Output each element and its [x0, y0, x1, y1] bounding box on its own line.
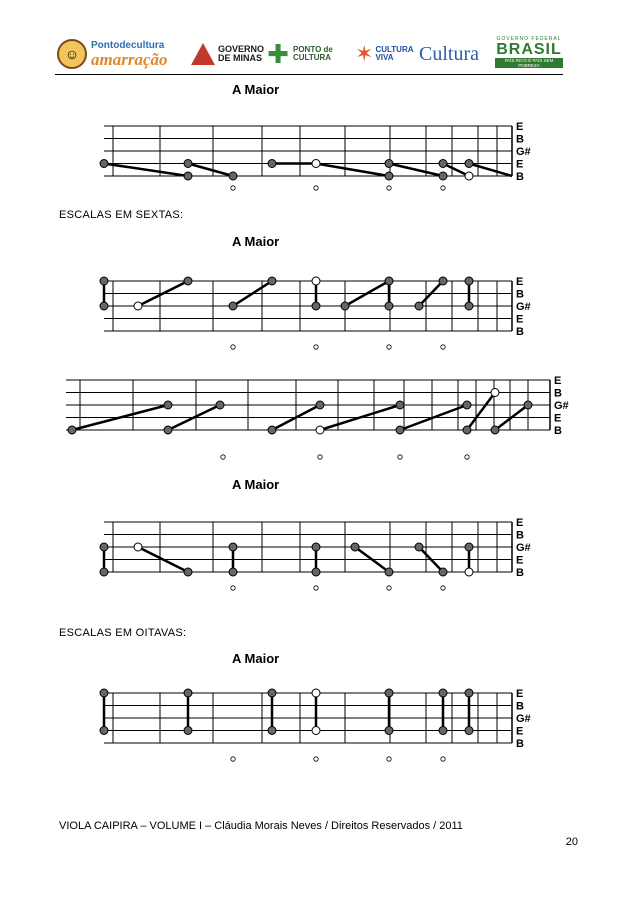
- logo-text: GOVERNO FEDERAL: [496, 36, 562, 42]
- note-dot: [312, 302, 320, 310]
- string-label: B: [554, 387, 562, 400]
- fret-marker-dot: [314, 186, 318, 190]
- diagram-title: A Maior: [232, 234, 280, 249]
- note-dot: [184, 172, 192, 180]
- note-dot: [184, 160, 192, 168]
- fret-marker-dot: [314, 757, 318, 761]
- note-dot: [216, 401, 224, 409]
- note-dot: [465, 302, 473, 310]
- fret-marker-dot: [387, 186, 391, 190]
- footer-text: VIOLA CAIPIRA – VOLUME I – Cláudia Morais Neves / Direitos Reservados / 2011: [59, 820, 463, 832]
- tonic-note-dot: [312, 160, 320, 168]
- fret-marker-dot: [387, 345, 391, 349]
- note-dot: [385, 727, 393, 735]
- fret-marker-dot: [465, 455, 469, 459]
- note-dot: [439, 568, 447, 576]
- string-label: G#: [516, 542, 531, 554]
- note-dot: [229, 543, 237, 551]
- logo-text: Pontodecultura: [91, 39, 165, 51]
- note-dot: [524, 401, 532, 409]
- logo-text: Cultura: [419, 42, 479, 65]
- note-dot: [385, 302, 393, 310]
- note-dot: [100, 689, 108, 697]
- fret-marker-dot: [221, 455, 225, 459]
- string-label: G#: [554, 400, 569, 412]
- note-dot: [100, 277, 108, 285]
- tonic-note-dot: [312, 277, 320, 285]
- note-dot: [385, 172, 393, 180]
- string-label: G#: [516, 146, 531, 158]
- section-label-sextas: ESCALAS EM SEXTAS:: [59, 209, 184, 221]
- note-dot: [312, 543, 320, 551]
- note-dot: [268, 727, 276, 735]
- string-label: E: [516, 725, 524, 738]
- fret-marker-dot: [231, 757, 235, 761]
- note-dot: [439, 172, 447, 180]
- logo-text: BRASIL: [496, 41, 562, 58]
- fret-marker-dot: [441, 345, 445, 349]
- note-dot: [268, 426, 276, 434]
- note-dot: [268, 160, 276, 168]
- tonic-note-dot: [312, 727, 320, 735]
- note-dot: [184, 277, 192, 285]
- note-dot: [415, 543, 423, 551]
- string-label: B: [516, 171, 524, 183]
- note-dot: [184, 727, 192, 735]
- fret-marker-dot: [387, 586, 391, 590]
- note-dot: [439, 727, 447, 735]
- fret-marker-dot: [231, 186, 235, 190]
- note-dot: [100, 160, 108, 168]
- diagram-title: A Maior: [232, 82, 280, 97]
- logo-text: DE MINAS: [218, 53, 263, 63]
- fret-marker-dot: [398, 455, 402, 459]
- note-dot: [100, 568, 108, 576]
- string-label: E: [554, 375, 562, 387]
- note-dot: [385, 568, 393, 576]
- note-dot: [465, 277, 473, 285]
- logo-text: GOVERNO: [218, 43, 265, 54]
- note-dot: [100, 543, 108, 551]
- tonic-note-dot: [465, 568, 473, 576]
- child-face-icon: ☺: [57, 39, 87, 69]
- string-label: G#: [516, 713, 531, 725]
- plus-icon: ✚: [267, 38, 289, 69]
- note-dot: [465, 689, 473, 697]
- string-label: G#: [516, 301, 531, 313]
- note-dot: [465, 160, 473, 168]
- note-dot: [229, 302, 237, 310]
- note-dot: [396, 426, 404, 434]
- note-dot: [184, 689, 192, 697]
- note-dot: [100, 727, 108, 735]
- tonic-note-dot: [134, 543, 142, 551]
- note-dot: [465, 727, 473, 735]
- star-icon: ✶: [355, 41, 374, 66]
- interval-connector: [188, 164, 233, 177]
- interval-connector: [316, 164, 389, 177]
- note-dot: [184, 568, 192, 576]
- string-label: B: [516, 288, 524, 301]
- fret-marker-dot: [231, 345, 235, 349]
- logo-text: PAÍS RICO É PAÍS SEM POBREZA: [495, 58, 563, 68]
- fret-marker-dot: [314, 345, 318, 349]
- note-dot: [385, 689, 393, 697]
- fret-marker-dot: [441, 586, 445, 590]
- note-dot: [164, 426, 172, 434]
- diagram-title: A Maior: [232, 477, 280, 492]
- string-label: B: [516, 529, 524, 542]
- string-label: B: [516, 738, 524, 750]
- note-dot: [463, 401, 471, 409]
- note-dot: [385, 160, 393, 168]
- fret-marker-dot: [314, 586, 318, 590]
- string-label: E: [516, 158, 524, 171]
- note-dot: [268, 689, 276, 697]
- note-dot: [491, 426, 499, 434]
- interval-connector: [389, 164, 443, 177]
- string-label: E: [516, 517, 524, 529]
- diagram-title: A Maior: [232, 651, 280, 666]
- fret-marker-dot: [387, 757, 391, 761]
- tonic-note-dot: [134, 302, 142, 310]
- string-label: E: [516, 688, 524, 700]
- note-dot: [312, 568, 320, 576]
- fret-marker-dot: [318, 455, 322, 459]
- string-label: E: [516, 554, 524, 567]
- tonic-note-dot: [491, 389, 499, 397]
- note-dot: [229, 172, 237, 180]
- interval-connector: [469, 164, 512, 177]
- note-dot: [341, 302, 349, 310]
- string-label: B: [554, 425, 562, 437]
- note-dot: [316, 401, 324, 409]
- note-dot: [268, 277, 276, 285]
- tonic-note-dot: [465, 172, 473, 180]
- note-dot: [229, 568, 237, 576]
- string-label: B: [516, 700, 524, 713]
- note-dot: [465, 543, 473, 551]
- note-dot: [396, 401, 404, 409]
- fret-marker-dot: [441, 757, 445, 761]
- string-label: B: [516, 567, 524, 579]
- note-dot: [164, 401, 172, 409]
- tonic-note-dot: [316, 426, 324, 434]
- note-dot: [351, 543, 359, 551]
- fret-marker-dot: [441, 186, 445, 190]
- logo-text: PONTO de CULTURA: [293, 44, 333, 62]
- string-label: E: [554, 412, 562, 425]
- string-label: B: [516, 133, 524, 146]
- string-label: E: [516, 276, 524, 288]
- note-dot: [463, 426, 471, 434]
- logo-text: amarração: [91, 49, 168, 69]
- string-label: B: [516, 326, 524, 338]
- logo-text: CULTURA VIVA: [375, 44, 414, 62]
- note-dot: [385, 277, 393, 285]
- section-label-oitavas: ESCALAS EM OITAVAS:: [59, 627, 187, 639]
- string-label: E: [516, 313, 524, 326]
- note-dot: [68, 426, 76, 434]
- tonic-note-dot: [312, 689, 320, 697]
- page-number: 20: [565, 836, 578, 848]
- note-dot: [415, 302, 423, 310]
- note-dot: [100, 302, 108, 310]
- string-label: E: [516, 121, 524, 133]
- interval-connector: [104, 164, 188, 177]
- interval-connector: [467, 393, 495, 431]
- note-dot: [439, 160, 447, 168]
- note-dot: [439, 277, 447, 285]
- fret-marker-dot: [231, 586, 235, 590]
- note-dot: [439, 689, 447, 697]
